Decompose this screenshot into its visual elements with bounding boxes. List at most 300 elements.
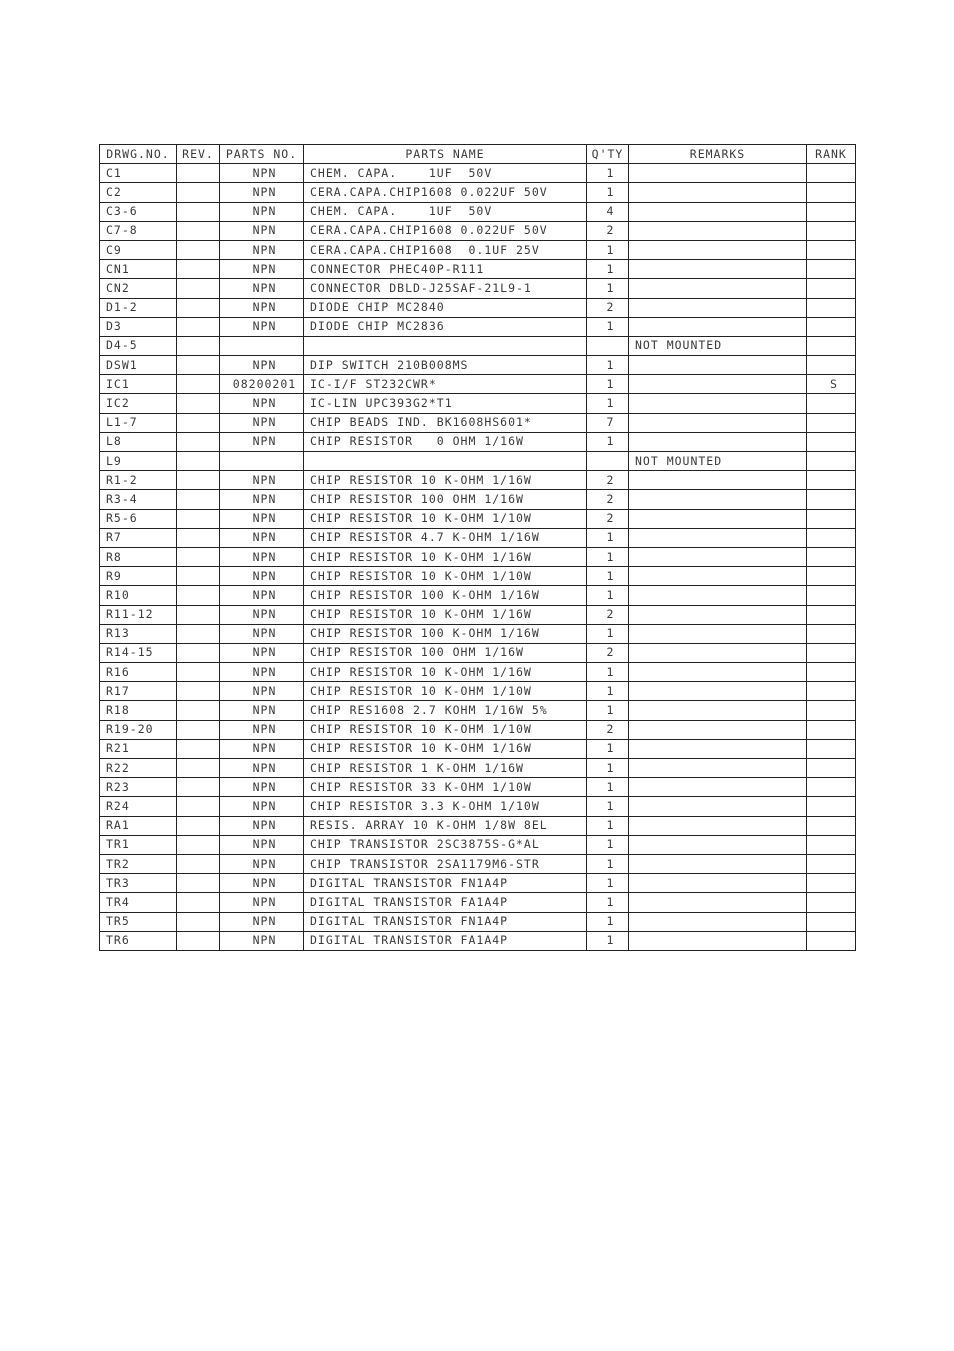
- cell-parts-name: CHIP RESISTOR 33 K-OHM 1/10W: [304, 778, 587, 797]
- cell-rev: [177, 586, 220, 605]
- table-row: [100, 567, 856, 586]
- cell-rev: [177, 260, 220, 279]
- cell-rev: [177, 682, 220, 701]
- cell-remarks: [629, 317, 807, 336]
- cell-parts-name: CHIP RESISTOR 10 K-OHM 1/10W: [304, 682, 587, 701]
- cell-qty: 1: [587, 739, 629, 758]
- cell-rev: [177, 336, 220, 355]
- cell-parts-no: NPN: [220, 797, 304, 816]
- cell-parts-no: NPN: [220, 240, 304, 259]
- cell-parts-no: 08200201: [220, 375, 304, 394]
- cell-parts-no: NPN: [220, 912, 304, 931]
- table-row: [100, 586, 856, 605]
- cell-rank: [807, 356, 856, 375]
- cell-parts-no: NPN: [220, 471, 304, 490]
- cell-rank: [807, 298, 856, 317]
- table-row: [100, 183, 856, 202]
- cell-parts-no: NPN: [220, 739, 304, 758]
- cell-parts-no: NPN: [220, 356, 304, 375]
- cell-parts-no: NPN: [220, 490, 304, 509]
- cell-remarks: [629, 221, 807, 240]
- cell-drwg-no: C2: [100, 183, 177, 202]
- cell-rev: [177, 739, 220, 758]
- cell-rev: [177, 912, 220, 931]
- cell-parts-name: CERA.CAPA.CHIP1608 0.022UF 50V: [304, 221, 587, 240]
- cell-qty: 1: [587, 432, 629, 451]
- cell-qty: [587, 336, 629, 355]
- table-row: [100, 547, 856, 566]
- cell-qty: 1: [587, 586, 629, 605]
- cell-remarks: NOT MOUNTED: [629, 336, 807, 355]
- cell-remarks: NOT MOUNTED: [629, 452, 807, 471]
- cell-remarks: [629, 509, 807, 528]
- cell-qty: 1: [587, 624, 629, 643]
- table-row: [100, 356, 856, 375]
- cell-rev: [177, 605, 220, 624]
- table-row: [100, 240, 856, 259]
- table-row: [100, 375, 856, 394]
- cell-rank: [807, 490, 856, 509]
- cell-parts-name: CHEM. CAPA. 1UF 50V: [304, 164, 587, 183]
- cell-rev: [177, 356, 220, 375]
- cell-parts-no: NPN: [220, 874, 304, 893]
- cell-remarks: [629, 624, 807, 643]
- cell-rank: [807, 605, 856, 624]
- table-row: [100, 931, 856, 950]
- cell-drwg-no: R22: [100, 759, 177, 778]
- cell-parts-name: CERA.CAPA.CHIP1608 0.1UF 25V: [304, 240, 587, 259]
- cell-parts-no: NPN: [220, 432, 304, 451]
- cell-drwg-no: R11-12: [100, 605, 177, 624]
- cell-parts-name: CHIP RESISTOR 10 K-OHM 1/16W: [304, 471, 587, 490]
- cell-qty: 1: [587, 835, 629, 854]
- table-header-row: [100, 145, 856, 164]
- cell-remarks: [629, 240, 807, 259]
- cell-drwg-no: TR3: [100, 874, 177, 893]
- cell-remarks: [629, 797, 807, 816]
- cell-drwg-no: R13: [100, 624, 177, 643]
- cell-qty: 1: [587, 240, 629, 259]
- cell-parts-name: CHIP RESISTOR 100 OHM 1/16W: [304, 643, 587, 662]
- table-row: [100, 682, 856, 701]
- table-row: [100, 298, 856, 317]
- cell-rank: [807, 931, 856, 950]
- cell-parts-name: [304, 452, 587, 471]
- cell-qty: [587, 452, 629, 471]
- cell-parts-no: NPN: [220, 317, 304, 336]
- cell-remarks: [629, 279, 807, 298]
- cell-parts-no: [220, 336, 304, 355]
- cell-qty: 1: [587, 682, 629, 701]
- table-row: [100, 701, 856, 720]
- table-row: [100, 759, 856, 778]
- cell-parts-name: CHIP RESISTOR 10 K-OHM 1/10W: [304, 567, 587, 586]
- cell-remarks: [629, 432, 807, 451]
- cell-parts-no: NPN: [220, 682, 304, 701]
- cell-parts-no: NPN: [220, 183, 304, 202]
- cell-parts-name: IC-I/F ST232CWR*: [304, 375, 587, 394]
- cell-parts-name: CHIP RESISTOR 0 OHM 1/16W: [304, 432, 587, 451]
- cell-rev: [177, 164, 220, 183]
- cell-parts-name: CHIP RESISTOR 10 K-OHM 1/16W: [304, 739, 587, 758]
- cell-remarks: [629, 528, 807, 547]
- cell-rev: [177, 778, 220, 797]
- cell-remarks: [629, 759, 807, 778]
- cell-qty: 1: [587, 394, 629, 413]
- cell-rank: [807, 682, 856, 701]
- cell-drwg-no: R5-6: [100, 509, 177, 528]
- header-remarks: REMARKS: [629, 145, 807, 164]
- cell-qty: 1: [587, 317, 629, 336]
- cell-rank: [807, 202, 856, 221]
- cell-parts-no: NPN: [220, 835, 304, 854]
- cell-rank: [807, 547, 856, 566]
- cell-parts-no: NPN: [220, 509, 304, 528]
- cell-parts-no: NPN: [220, 547, 304, 566]
- cell-drwg-no: R17: [100, 682, 177, 701]
- cell-rank: [807, 739, 856, 758]
- cell-parts-no: NPN: [220, 164, 304, 183]
- cell-rank: [807, 816, 856, 835]
- cell-rank: [807, 663, 856, 682]
- table-row: [100, 279, 856, 298]
- table-row: [100, 720, 856, 739]
- cell-rev: [177, 893, 220, 912]
- cell-parts-name: CHIP RESISTOR 10 K-OHM 1/16W: [304, 605, 587, 624]
- table-row: [100, 221, 856, 240]
- cell-parts-no: NPN: [220, 202, 304, 221]
- cell-parts-no: NPN: [220, 279, 304, 298]
- cell-rev: [177, 624, 220, 643]
- cell-remarks: [629, 931, 807, 950]
- cell-parts-name: CHIP RESISTOR 4.7 K-OHM 1/16W: [304, 528, 587, 547]
- cell-rev: [177, 931, 220, 950]
- cell-rev: [177, 279, 220, 298]
- cell-remarks: [629, 202, 807, 221]
- cell-rank: [807, 413, 856, 432]
- cell-remarks: [629, 605, 807, 624]
- cell-remarks: [629, 854, 807, 873]
- cell-parts-no: NPN: [220, 394, 304, 413]
- cell-parts-name: DIP SWITCH 210B008MS: [304, 356, 587, 375]
- cell-drwg-no: RA1: [100, 816, 177, 835]
- cell-rev: [177, 202, 220, 221]
- cell-rank: [807, 912, 856, 931]
- cell-qty: 1: [587, 931, 629, 950]
- cell-parts-name: CHIP TRANSISTOR 2SA1179M6-STR: [304, 854, 587, 873]
- cell-rev: [177, 471, 220, 490]
- cell-qty: 1: [587, 874, 629, 893]
- cell-rank: [807, 240, 856, 259]
- cell-rank: [807, 874, 856, 893]
- table-row: [100, 893, 856, 912]
- cell-drwg-no: R9: [100, 567, 177, 586]
- cell-drwg-no: IC2: [100, 394, 177, 413]
- cell-drwg-no: R7: [100, 528, 177, 547]
- cell-parts-no: NPN: [220, 413, 304, 432]
- cell-rev: [177, 797, 220, 816]
- cell-remarks: [629, 183, 807, 202]
- cell-parts-no: [220, 452, 304, 471]
- table-row: [100, 490, 856, 509]
- cell-remarks: [629, 164, 807, 183]
- cell-qty: 1: [587, 528, 629, 547]
- cell-rank: [807, 586, 856, 605]
- cell-qty: 2: [587, 509, 629, 528]
- table-row: [100, 835, 856, 854]
- cell-drwg-no: R10: [100, 586, 177, 605]
- cell-drwg-no: D3: [100, 317, 177, 336]
- cell-rev: [177, 835, 220, 854]
- cell-rank: [807, 778, 856, 797]
- cell-parts-name: CHIP RESISTOR 10 K-OHM 1/10W: [304, 509, 587, 528]
- cell-rank: [807, 835, 856, 854]
- cell-parts-name: CONNECTOR DBLD-J25SAF-21L9-1: [304, 279, 587, 298]
- cell-rank: [807, 720, 856, 739]
- cell-rev: [177, 720, 220, 739]
- cell-drwg-no: C7-8: [100, 221, 177, 240]
- cell-drwg-no: TR6: [100, 931, 177, 950]
- cell-parts-name: DIODE CHIP MC2840: [304, 298, 587, 317]
- cell-qty: 1: [587, 816, 629, 835]
- cell-drwg-no: R18: [100, 701, 177, 720]
- cell-rank: [807, 759, 856, 778]
- cell-drwg-no: R19-20: [100, 720, 177, 739]
- cell-rank: S: [807, 375, 856, 394]
- cell-parts-name: CHIP RESISTOR 100 K-OHM 1/16W: [304, 586, 587, 605]
- table-row: [100, 816, 856, 835]
- cell-remarks: [629, 413, 807, 432]
- cell-drwg-no: R1-2: [100, 471, 177, 490]
- table-row: [100, 874, 856, 893]
- cell-rank: [807, 893, 856, 912]
- header-rev: REV.: [177, 145, 220, 164]
- cell-parts-no: NPN: [220, 893, 304, 912]
- cell-remarks: [629, 893, 807, 912]
- cell-rev: [177, 643, 220, 662]
- cell-parts-name: IC-LIN UPC393G2*T1: [304, 394, 587, 413]
- cell-remarks: [629, 835, 807, 854]
- table-row: [100, 471, 856, 490]
- table-row: [100, 164, 856, 183]
- cell-parts-name: CHIP BEADS IND. BK1608HS601*: [304, 413, 587, 432]
- cell-drwg-no: IC1: [100, 375, 177, 394]
- cell-drwg-no: R24: [100, 797, 177, 816]
- cell-rev: [177, 413, 220, 432]
- cell-parts-no: NPN: [220, 759, 304, 778]
- cell-remarks: [629, 356, 807, 375]
- cell-remarks: [629, 394, 807, 413]
- cell-qty: 1: [587, 279, 629, 298]
- parts-list-table: [99, 144, 856, 951]
- cell-parts-name: CHIP RESISTOR 100 K-OHM 1/16W: [304, 624, 587, 643]
- cell-remarks: [629, 663, 807, 682]
- cell-rank: [807, 471, 856, 490]
- table-row: [100, 797, 856, 816]
- cell-rank: [807, 183, 856, 202]
- cell-drwg-no: TR1: [100, 835, 177, 854]
- cell-qty: 1: [587, 701, 629, 720]
- cell-remarks: [629, 298, 807, 317]
- cell-parts-name: CONNECTOR PHEC40P-R111: [304, 260, 587, 279]
- cell-qty: 2: [587, 221, 629, 240]
- cell-parts-no: NPN: [220, 567, 304, 586]
- cell-drwg-no: D4-5: [100, 336, 177, 355]
- cell-qty: 1: [587, 912, 629, 931]
- cell-remarks: [629, 586, 807, 605]
- cell-rev: [177, 759, 220, 778]
- cell-parts-name: CHIP RESISTOR 10 K-OHM 1/10W: [304, 720, 587, 739]
- cell-parts-name: DIGITAL TRANSISTOR FA1A4P: [304, 931, 587, 950]
- cell-drwg-no: R16: [100, 663, 177, 682]
- cell-qty: 1: [587, 183, 629, 202]
- header-drwg-no: DRWG.NO.: [100, 145, 177, 164]
- table-row: [100, 394, 856, 413]
- cell-parts-no: NPN: [220, 701, 304, 720]
- cell-remarks: [629, 567, 807, 586]
- cell-parts-name: CHIP RESISTOR 10 K-OHM 1/16W: [304, 547, 587, 566]
- cell-rank: [807, 567, 856, 586]
- table-row: [100, 509, 856, 528]
- cell-parts-name: RESIS. ARRAY 10 K-OHM 1/8W 8EL: [304, 816, 587, 835]
- cell-rev: [177, 375, 220, 394]
- table-row: [100, 260, 856, 279]
- cell-qty: 1: [587, 547, 629, 566]
- cell-qty: 1: [587, 356, 629, 375]
- cell-rev: [177, 432, 220, 451]
- cell-rev: [177, 298, 220, 317]
- table-row: [100, 605, 856, 624]
- cell-rev: [177, 663, 220, 682]
- cell-rank: [807, 701, 856, 720]
- cell-parts-name: CHIP RESISTOR 3.3 K-OHM 1/10W: [304, 797, 587, 816]
- cell-remarks: [629, 912, 807, 931]
- cell-remarks: [629, 816, 807, 835]
- cell-drwg-no: C1: [100, 164, 177, 183]
- cell-rank: [807, 624, 856, 643]
- cell-rev: [177, 452, 220, 471]
- cell-qty: 7: [587, 413, 629, 432]
- cell-drwg-no: R21: [100, 739, 177, 758]
- header-parts-no: PARTS NO.: [220, 145, 304, 164]
- cell-rev: [177, 816, 220, 835]
- table-row: [100, 317, 856, 336]
- cell-rank: [807, 797, 856, 816]
- cell-qty: 1: [587, 759, 629, 778]
- cell-parts-name: DIGITAL TRANSISTOR FA1A4P: [304, 893, 587, 912]
- cell-rank: [807, 317, 856, 336]
- cell-drwg-no: L9: [100, 452, 177, 471]
- cell-parts-no: NPN: [220, 816, 304, 835]
- header-parts-name: PARTS NAME: [304, 145, 587, 164]
- cell-drwg-no: TR5: [100, 912, 177, 931]
- cell-parts-no: NPN: [220, 624, 304, 643]
- table-row: [100, 854, 856, 873]
- cell-rev: [177, 221, 220, 240]
- header-rank: RANK: [807, 145, 856, 164]
- table-row: [100, 413, 856, 432]
- table-row: [100, 912, 856, 931]
- cell-drwg-no: D1-2: [100, 298, 177, 317]
- cell-parts-no: NPN: [220, 260, 304, 279]
- cell-parts-no: NPN: [220, 854, 304, 873]
- cell-parts-no: NPN: [220, 221, 304, 240]
- cell-parts-name: CHIP RESISTOR 10 K-OHM 1/16W: [304, 663, 587, 682]
- cell-qty: 2: [587, 643, 629, 662]
- cell-parts-name: [304, 336, 587, 355]
- cell-parts-no: NPN: [220, 605, 304, 624]
- cell-rank: [807, 452, 856, 471]
- cell-qty: 2: [587, 471, 629, 490]
- table-body: [100, 164, 856, 951]
- cell-qty: 2: [587, 490, 629, 509]
- cell-parts-name: CHIP RESISTOR 100 OHM 1/16W: [304, 490, 587, 509]
- cell-drwg-no: R14-15: [100, 643, 177, 662]
- cell-remarks: [629, 720, 807, 739]
- cell-qty: 1: [587, 893, 629, 912]
- cell-rank: [807, 509, 856, 528]
- cell-qty: 1: [587, 164, 629, 183]
- cell-drwg-no: C3-6: [100, 202, 177, 221]
- cell-qty: 2: [587, 605, 629, 624]
- cell-drwg-no: TR4: [100, 893, 177, 912]
- cell-parts-no: NPN: [220, 720, 304, 739]
- header-qty: Q'TY: [587, 145, 629, 164]
- cell-remarks: [629, 260, 807, 279]
- table-row: [100, 202, 856, 221]
- cell-parts-no: NPN: [220, 643, 304, 662]
- table-row: [100, 432, 856, 451]
- cell-parts-name: DIODE CHIP MC2836: [304, 317, 587, 336]
- cell-rank: [807, 221, 856, 240]
- cell-remarks: [629, 547, 807, 566]
- cell-rank: [807, 279, 856, 298]
- cell-parts-name: CHIP TRANSISTOR 2SC3875S-G*AL: [304, 835, 587, 854]
- cell-rev: [177, 701, 220, 720]
- cell-rank: [807, 260, 856, 279]
- cell-rank: [807, 336, 856, 355]
- cell-rev: [177, 490, 220, 509]
- cell-qty: 1: [587, 663, 629, 682]
- cell-qty: 1: [587, 375, 629, 394]
- cell-qty: 1: [587, 854, 629, 873]
- cell-qty: 1: [587, 260, 629, 279]
- cell-rank: [807, 643, 856, 662]
- cell-rev: [177, 394, 220, 413]
- cell-rev: [177, 854, 220, 873]
- table-row: [100, 452, 856, 471]
- cell-qty: 2: [587, 298, 629, 317]
- cell-parts-no: NPN: [220, 528, 304, 547]
- table-row: [100, 778, 856, 797]
- cell-rev: [177, 509, 220, 528]
- cell-remarks: [629, 490, 807, 509]
- cell-parts-name: CERA.CAPA.CHIP1608 0.022UF 50V: [304, 183, 587, 202]
- table-row: [100, 643, 856, 662]
- cell-rank: [807, 394, 856, 413]
- cell-remarks: [629, 739, 807, 758]
- cell-parts-no: NPN: [220, 663, 304, 682]
- table-row: [100, 624, 856, 643]
- cell-parts-no: NPN: [220, 298, 304, 317]
- table-row: [100, 336, 856, 355]
- cell-remarks: [629, 874, 807, 893]
- cell-drwg-no: R23: [100, 778, 177, 797]
- cell-remarks: [629, 778, 807, 797]
- cell-remarks: [629, 643, 807, 662]
- cell-qty: 1: [587, 778, 629, 797]
- cell-drwg-no: C9: [100, 240, 177, 259]
